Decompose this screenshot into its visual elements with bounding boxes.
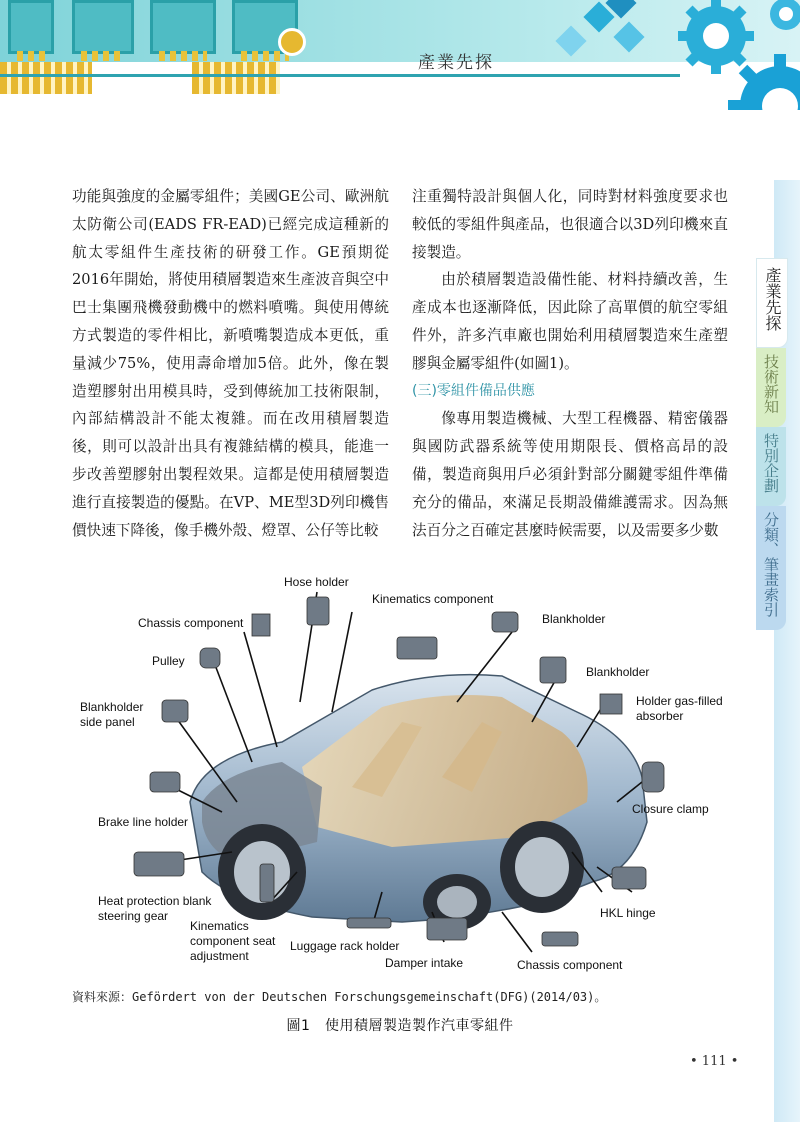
side-tab-index[interactable] bbox=[756, 506, 786, 630]
figure-label: Brake line holder bbox=[98, 815, 189, 829]
figure-label: Holder gas-filled bbox=[636, 694, 723, 708]
page-header bbox=[0, 0, 800, 110]
figure-label: absorber bbox=[636, 709, 684, 723]
side-tab-nav bbox=[756, 258, 800, 630]
body-paragraph: 像專用製造機械、大型工程機器、精密儀器與國防武器系統等使用期限長、價格高昂的設備，製造商與用戶必須針對部分關鍵零組件準備充分的備品，來滿足長期設備維護需求。因為無法百分之百確定甚麼時候需要，以及需要多少數 bbox=[412, 410, 728, 539]
figure-label: adjustment bbox=[190, 949, 249, 963]
figure-label: Heat protection blank bbox=[98, 894, 212, 908]
side-tab-index-label: 分類、筆畫索引 bbox=[762, 512, 780, 617]
figure-label: Blankholder bbox=[80, 700, 144, 714]
header-rule bbox=[0, 74, 680, 77]
figure-label: Blankholder bbox=[542, 612, 606, 626]
section-subheading: (三)零組件備品供應 bbox=[412, 382, 535, 399]
side-tab-main-label: 產業先探 bbox=[763, 267, 782, 331]
circuit-node-decoration bbox=[278, 28, 306, 56]
body-column-left bbox=[72, 183, 389, 544]
figure-label: Damper intake bbox=[385, 956, 464, 970]
figure-label: Chassis component bbox=[138, 616, 244, 630]
circuit-chip-decoration bbox=[72, 0, 134, 54]
page-number: • 111 • bbox=[690, 1054, 739, 1069]
figure-label: Kinematics component bbox=[372, 592, 494, 606]
figure-label: component seat bbox=[190, 934, 276, 948]
figure-label: Blankholder bbox=[586, 665, 650, 679]
figure-label: HKL hinge bbox=[600, 906, 656, 920]
gold-pin-decoration bbox=[0, 62, 92, 94]
figure-label: side panel bbox=[80, 715, 135, 729]
car-parts-figure bbox=[72, 572, 728, 978]
side-tab-tech-news-label: 技術新知 bbox=[762, 354, 780, 414]
side-tab-special-feature[interactable] bbox=[756, 427, 786, 506]
body-paragraph: 由於積層製造設備性能、材料持續改善，生產成本也逐漸降低，因此除了高單價的航空零組件外，許多汽車廠也開始利用積層製造來生產塑膠與金屬零組件(如圖1)。 bbox=[412, 271, 728, 372]
body-column-right bbox=[412, 183, 728, 544]
side-tab-tech-news[interactable] bbox=[756, 348, 786, 427]
figure-label: steering gear bbox=[98, 909, 169, 923]
body-paragraph: 注重獨特設計與個人化，同時對材料強度要求也較低的零組件與產品，也很適合以3D列印機來直接製造。 bbox=[412, 188, 728, 261]
figure-label: Pulley bbox=[152, 654, 185, 668]
side-tab-special-feature-label: 特別企劃 bbox=[762, 433, 780, 493]
circuit-chip-decoration bbox=[150, 0, 216, 54]
gear-icon bbox=[668, 0, 800, 110]
figure-caption: 圖1 使用積層製造製作汽車零組件 bbox=[286, 1018, 514, 1034]
figure-label: Chassis component bbox=[517, 958, 623, 972]
figure-source: 資料來源：Gefördert von der Deutschen Forschungsgemeinschaft(DFG)(2014/03)。 bbox=[72, 990, 607, 1004]
figure-label: Closure clamp bbox=[632, 802, 709, 816]
body-paragraph: 功能與強度的金屬零組件；美國GE公司、歐洲航太防衛公司(EADS FR-EAD)已經完成這種新的航太零組件生產技術的研發工作。GE預期從2016年開始，將使用積層製造來生產波音與空中巴士集團飛機發動機中的燃料噴嘴。與使用傳統方式製造的零件相比，新噴嘴製造成本更低，重量減少75%，使用壽命增加5倍。此外，像在製造塑膠射出用模具時，受到傳統加工技術限制，內部結構設計不能太複雜。而在改用積層製造後，則可以設計出具有複雜結構的模具，能進一步改善塑膠射出製程效果。這都是使用積層製造進行直接製造的優點。在VP、ME型3D列印機售價快速下降後，像手機外殼、燈罩、公仔等比較 bbox=[72, 188, 389, 539]
side-tab-main[interactable] bbox=[756, 258, 788, 348]
figure-label: Luggage rack holder bbox=[290, 939, 400, 953]
header-section-title: 產業先探 bbox=[418, 53, 494, 73]
gold-pin-decoration bbox=[192, 62, 280, 94]
circuit-chip-decoration bbox=[8, 0, 54, 54]
figure-label: Hose holder bbox=[284, 575, 349, 589]
figure-label: Kinematics bbox=[190, 919, 249, 933]
